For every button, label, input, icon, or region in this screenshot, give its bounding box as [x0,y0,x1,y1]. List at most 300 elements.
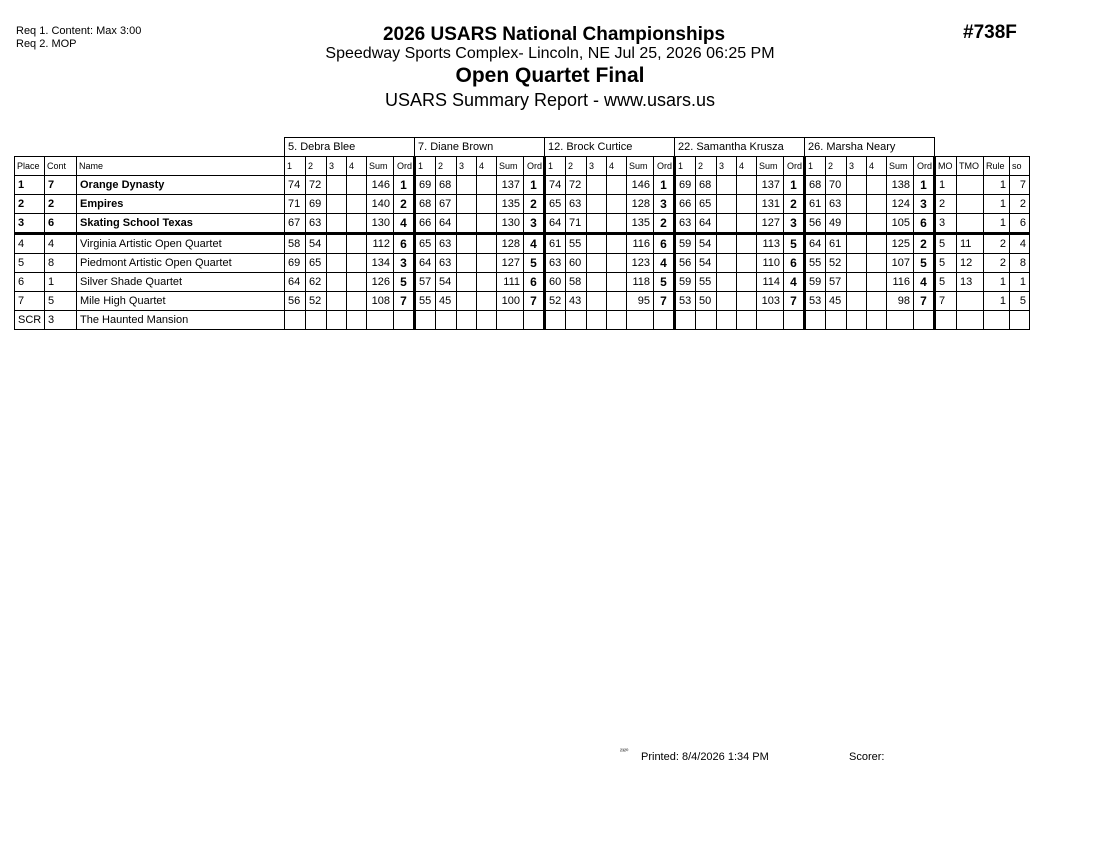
sum-cell: 100 [497,292,524,311]
ordinal-cell: 3 [914,195,935,214]
score-cell [347,292,367,311]
score-cell: 61 [805,195,826,214]
venue-line: Speedway Sports Complex- Lincoln, NE Jul 25, 2026 06:25 PM [325,45,775,62]
table-row [15,311,1030,330]
score-cell: 64 [285,273,306,292]
ordinal-cell: 1 [524,176,545,195]
score-cell [457,234,477,254]
place-cell: 6 [15,273,45,292]
score-cell [717,273,737,292]
col-header-judge-2-2: 2 [436,157,457,176]
mo-cell [935,311,957,330]
tmo-cell: 12 [957,254,984,273]
col-header-judge-5-ord: Ord [914,157,935,176]
score-cell [457,195,477,214]
col-header-judge-3-4: 4 [607,157,627,176]
judge-row-spacer [15,138,285,157]
mo-cell: 1 [935,176,957,195]
score-cell: 52 [306,292,327,311]
ordinal-cell: 7 [654,292,675,311]
ordinal-cell: 5 [524,254,545,273]
cont-cell: 8 [45,254,77,273]
skater-name-cell: Virginia Artistic Open Quartet [77,234,285,254]
col-header-judge-4-sum: Sum [757,157,784,176]
score-cell [867,234,887,254]
score-cell [436,311,457,330]
sum-cell: 127 [497,254,524,273]
document-id: #738F [963,22,1017,43]
score-cell [867,292,887,311]
score-cell [477,311,497,330]
ordinal-cell: 6 [524,273,545,292]
championship-title: 2026 USARS National Championships [382,24,726,45]
so-cell: 7 [1010,176,1030,195]
col-header-rule: Rule [984,157,1010,176]
ordinal-cell: 2 [654,214,675,234]
sum-cell [757,311,784,330]
score-cell [847,292,867,311]
score-cell: 64 [436,214,457,234]
ordinal-cell: 3 [654,195,675,214]
tmo-cell [957,195,984,214]
score-cell [607,292,627,311]
skater-name-cell: Skating School Texas [77,214,285,234]
score-cell [847,214,867,234]
score-cell [867,214,887,234]
sum-cell: 140 [367,195,394,214]
score-cell [587,311,607,330]
score-cell: 68 [696,176,717,195]
score-cell: 72 [566,176,587,195]
score-cell: 52 [826,254,847,273]
col-header-judge-4-3: 3 [717,157,737,176]
tmo-cell [957,311,984,330]
event-title: Open Quartet Final [455,64,645,87]
score-cell [607,311,627,330]
col-header-judge-4-1: 1 [675,157,696,176]
score-cell [737,292,757,311]
sum-cell: 126 [367,273,394,292]
score-cell [717,176,737,195]
score-cell [327,292,347,311]
col-header-judge-3-2: 2 [566,157,587,176]
col-header-judge-4-4: 4 [737,157,757,176]
score-cell: 55 [415,292,436,311]
score-cell [717,234,737,254]
tmo-cell [957,292,984,311]
score-cell [867,254,887,273]
score-cell [587,273,607,292]
score-cell: 43 [566,292,587,311]
score-cell [607,234,627,254]
score-cell: 56 [805,214,826,234]
score-cell: 63 [436,254,457,273]
sum-cell: 114 [757,273,784,292]
score-cell: 50 [696,292,717,311]
score-cell: 66 [415,214,436,234]
col-header-judge-3-ord: Ord [654,157,675,176]
sum-cell: 127 [757,214,784,234]
sum-cell: 113 [757,234,784,254]
score-cell [327,311,347,330]
score-cell [737,214,757,234]
col-header-judge-2-1: 1 [415,157,436,176]
cont-cell: 1 [45,273,77,292]
ordinal-cell: 3 [784,214,805,234]
tmo-cell [957,176,984,195]
tmo-cell: 13 [957,273,984,292]
score-cell [347,273,367,292]
so-cell: 8 [1010,254,1030,273]
ordinal-cell: 1 [394,176,415,195]
score-cell: 59 [805,273,826,292]
col-header-judge-1-1: 1 [285,157,306,176]
score-cell [867,195,887,214]
col-header-judge-1-3: 3 [327,157,347,176]
score-cell: 60 [566,254,587,273]
score-cell [327,234,347,254]
place-cell: 5 [15,254,45,273]
score-cell [587,234,607,254]
score-cell [587,176,607,195]
printed-timestamp: Printed: 8/4/2026 1:34 PM [641,751,769,763]
score-cell: 69 [306,195,327,214]
col-header-so: so [1010,157,1030,176]
score-cell: 49 [826,214,847,234]
score-cell [737,195,757,214]
score-cell: 54 [696,234,717,254]
score-cell [347,214,367,234]
rule-cell [984,311,1010,330]
ordinal-cell: 6 [654,234,675,254]
skater-name-cell: Mile High Quartet [77,292,285,311]
sum-cell [497,311,524,330]
table-row [15,214,1030,234]
so-cell: 5 [1010,292,1030,311]
rule-cell: 1 [984,176,1010,195]
cont-cell: 6 [45,214,77,234]
score-cell: 68 [805,176,826,195]
score-cell: 68 [436,176,457,195]
col-header-judge-4-2: 2 [696,157,717,176]
cont-cell: 3 [45,311,77,330]
table-row [15,254,1030,273]
score-cell: 72 [306,176,327,195]
score-cell [717,195,737,214]
score-cell [675,311,696,330]
score-cell: 63 [675,214,696,234]
sum-cell: 125 [887,234,914,254]
score-cell [737,273,757,292]
table-row [15,273,1030,292]
sum-cell: 116 [627,234,654,254]
sum-cell: 146 [367,176,394,195]
col-header-judge-2-sum: Sum [497,157,524,176]
score-cell [717,311,737,330]
score-cell [737,254,757,273]
score-cell [457,254,477,273]
place-cell: 2 [15,195,45,214]
col-header-place: Place [15,157,45,176]
col-header-tmo: TMO [957,157,984,176]
score-cell [457,214,477,234]
rule-cell: 1 [984,292,1010,311]
score-cell [717,214,737,234]
mo-cell: 5 [935,254,957,273]
sum-cell: 138 [887,176,914,195]
score-cell: 59 [675,273,696,292]
requirement-1: Req 1. Content: Max 3:00 [16,25,142,37]
score-cell [587,214,607,234]
score-cell [867,273,887,292]
so-cell: 1 [1010,273,1030,292]
score-cell: 55 [566,234,587,254]
skater-name-cell: The Haunted Mansion [77,311,285,330]
score-cell: 58 [566,273,587,292]
ordinal-cell: 5 [394,273,415,292]
score-cell [477,273,497,292]
score-cell [347,176,367,195]
col-header-judge-5-1: 1 [805,157,826,176]
score-cell [347,234,367,254]
column-header-row [15,157,1030,176]
ordinal-cell: 2 [394,195,415,214]
sum-cell: 103 [757,292,784,311]
score-cell: 69 [415,176,436,195]
sum-cell: 130 [497,214,524,234]
scorer-label: Scorer: [849,751,885,763]
score-cell: 74 [545,176,566,195]
col-header-cont: Cont [45,157,77,176]
sum-cell: 111 [497,273,524,292]
score-cell [457,176,477,195]
ordinal-cell: 4 [394,214,415,234]
score-cell: 45 [436,292,457,311]
col-header-judge-5-4: 4 [867,157,887,176]
score-cell [477,254,497,273]
col-header-judge-2-ord: Ord [524,157,545,176]
sum-cell: 130 [367,214,394,234]
score-cell [477,292,497,311]
ordinal-cell: 5 [914,254,935,273]
score-cell [607,195,627,214]
col-header-judge-1-sum: Sum [367,157,394,176]
score-cell [717,292,737,311]
score-cell: 63 [826,195,847,214]
col-header-judge-2-3: 3 [457,157,477,176]
ordinal-cell: 5 [784,234,805,254]
score-cell [607,176,627,195]
skater-name-cell: Silver Shade Quartet [77,273,285,292]
sum-cell [887,311,914,330]
score-cell: 61 [545,234,566,254]
cont-cell: 4 [45,234,77,254]
score-cell: 65 [306,254,327,273]
score-cell: 74 [285,176,306,195]
col-header-mo: MO [935,157,957,176]
score-cell [847,311,867,330]
score-cell [847,273,867,292]
score-cell [847,176,867,195]
table-row [15,176,1030,195]
skater-name-cell: Piedmont Artistic Open Quartet [77,254,285,273]
results-table [14,137,1030,330]
score-cell: 58 [285,234,306,254]
sum-cell: 116 [887,273,914,292]
score-cell [805,311,826,330]
cont-cell: 2 [45,195,77,214]
sum-cell [627,311,654,330]
sum-cell: 135 [497,195,524,214]
cont-cell: 7 [45,176,77,195]
mo-cell: 5 [935,234,957,254]
sum-cell: 123 [627,254,654,273]
ordinal-cell: 6 [394,234,415,254]
score-cell [457,311,477,330]
mo-cell: 2 [935,195,957,214]
score-cell: 61 [826,234,847,254]
score-cell: 70 [826,176,847,195]
score-cell: 54 [436,273,457,292]
score-cell: 63 [436,234,457,254]
score-cell [847,195,867,214]
score-cell [737,176,757,195]
ordinal-cell: 5 [654,273,675,292]
score-cell [306,311,327,330]
score-cell [457,273,477,292]
score-cell: 64 [545,214,566,234]
ordinal-cell: 1 [914,176,935,195]
tmo-cell [957,214,984,234]
score-cell: 53 [675,292,696,311]
score-cell: 71 [285,195,306,214]
ordinal-cell: 4 [524,234,545,254]
score-cell [587,292,607,311]
score-cell [607,254,627,273]
col-header-judge-3-1: 1 [545,157,566,176]
score-cell [347,311,367,330]
score-cell [477,214,497,234]
report-title: USARS Summary Report - www.usars.us [384,90,716,110]
col-header-name: Name [77,157,285,176]
score-cell: 62 [306,273,327,292]
ordinal-cell: 1 [784,176,805,195]
score-cell [415,311,436,330]
judge-name: 12. Brock Curtice [545,138,675,157]
col-header-judge-5-3: 3 [847,157,867,176]
judge-name: 5. Debra Blee [285,138,415,157]
place-cell: 4 [15,234,45,254]
score-cell [826,311,847,330]
score-cell: 67 [285,214,306,234]
ordinal-cell: 1 [654,176,675,195]
score-cell: 56 [285,292,306,311]
score-cell: 64 [696,214,717,234]
score-cell: 59 [675,234,696,254]
score-cell [545,311,566,330]
so-cell: 6 [1010,214,1030,234]
col-header-judge-2-4: 4 [477,157,497,176]
col-header-judge-3-3: 3 [587,157,607,176]
skater-name-cell: Empires [77,195,285,214]
score-cell: 55 [696,273,717,292]
score-cell [737,311,757,330]
score-cell: 53 [805,292,826,311]
score-cell: 63 [545,254,566,273]
sum-cell: 98 [887,292,914,311]
col-header-judge-1-ord: Ord [394,157,415,176]
ordinal-cell: 7 [524,292,545,311]
score-cell: 45 [826,292,847,311]
ordinal-cell [654,311,675,330]
ordinal-cell [914,311,935,330]
score-cell: 64 [805,234,826,254]
sum-cell: 128 [497,234,524,254]
requirement-2: Req 2. MOP [16,38,77,50]
score-cell [347,254,367,273]
skater-name-cell: Orange Dynasty [77,176,285,195]
score-cell [587,195,607,214]
ordinal-cell: 4 [914,273,935,292]
score-cell: 63 [566,195,587,214]
cont-cell: 5 [45,292,77,311]
score-cell: 55 [805,254,826,273]
sum-cell: 118 [627,273,654,292]
judge-row-spacer-right [935,138,1030,157]
score-cell [327,176,347,195]
score-cell: 57 [415,273,436,292]
score-cell [327,214,347,234]
score-cell [607,214,627,234]
ordinal-cell: 2 [524,195,545,214]
ordinal-cell: 2 [784,195,805,214]
score-cell: 71 [566,214,587,234]
ordinal-cell: 4 [654,254,675,273]
score-cell: 54 [306,234,327,254]
score-cell: 69 [675,176,696,195]
rule-cell: 2 [984,254,1010,273]
mo-cell: 5 [935,273,957,292]
tmo-cell: 11 [957,234,984,254]
sum-cell: 146 [627,176,654,195]
score-cell [327,195,347,214]
sum-cell [367,311,394,330]
col-header-judge-5-sum: Sum [887,157,914,176]
score-cell [477,234,497,254]
score-cell: 65 [415,234,436,254]
place-cell: SCR [15,311,45,330]
sum-cell: 134 [367,254,394,273]
ordinal-cell: 2 [914,234,935,254]
score-cell: 66 [675,195,696,214]
ordinal-cell [784,311,805,330]
score-cell [867,311,887,330]
mo-cell: 7 [935,292,957,311]
judge-name: 7. Diane Brown [415,138,545,157]
mo-cell: 3 [935,214,957,234]
table-row [15,195,1030,214]
score-cell [566,311,587,330]
score-cell: 64 [415,254,436,273]
footer-code: ²³²⁰ [620,749,629,755]
score-cell [285,311,306,330]
ordinal-cell [524,311,545,330]
sum-cell: 110 [757,254,784,273]
sum-cell: 124 [887,195,914,214]
score-cell [847,234,867,254]
table-row [15,234,1030,254]
place-cell: 3 [15,214,45,234]
